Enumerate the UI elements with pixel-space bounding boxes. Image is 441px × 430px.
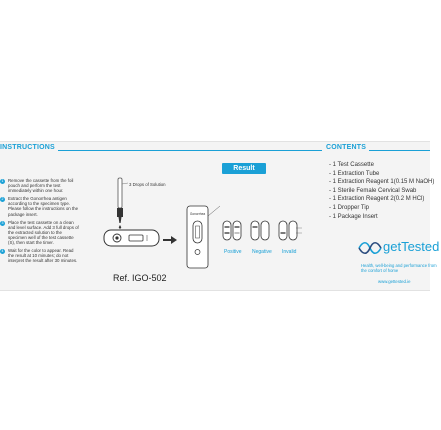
instruction-panel <box>0 141 440 291</box>
invalid-label: Invalid <box>282 249 297 255</box>
instructions-header: INSTRUCTIONS <box>0 144 58 151</box>
brand-name: getTested <box>383 239 440 254</box>
step-text: Extract the Gonorrhea antigen according to the specimen type. Please follow the instructions on the package insert. <box>8 196 79 217</box>
pointer-line <box>208 206 220 216</box>
contents-item: - 1 Test Cassette <box>329 162 374 168</box>
dropper-bottle-icon <box>117 178 123 229</box>
step-text: Wait for the color to appear. Read the result at 10 minutes; do not interpret the result after 30 minutes. <box>8 248 78 264</box>
cassette-brand-label: Gonorrhea <box>189 212 206 216</box>
step-number: 4 <box>1 249 4 254</box>
brand-tagline: Health, well-being and performance from the comfort of home <box>361 263 437 273</box>
step-number: 3 <box>1 220 4 225</box>
pointer-line <box>122 183 128 184</box>
step-number: 2 <box>1 197 4 202</box>
negative-strip-icon <box>251 221 269 240</box>
drops-label: 3 Drops of Solution <box>129 182 166 187</box>
contents-item: - 1 Dropper Tip <box>329 204 370 211</box>
invalid-strip-icon <box>279 221 297 240</box>
result-tag: Result <box>222 163 266 174</box>
timer-cassette-icon <box>187 206 208 268</box>
negative-label: Negative <box>252 249 272 255</box>
contents-item: - 1 Extraction Reagent 1(0.15 M NaOH) <box>329 179 435 186</box>
contents-list <box>329 161 434 221</box>
positive-strip-icon <box>223 221 241 240</box>
step-text: Remove the cassette from the foil pouch and perform the test immediately within one hour. <box>8 178 74 194</box>
arrow-right-icon <box>163 236 177 244</box>
step-text: Place the test cassette on a clean and level surface. Add 3 full drops of the extracted solution to the specimen well of the test cassette (S), then start the timer. <box>8 219 79 246</box>
contents-item: - 1 Package Insert <box>329 213 378 220</box>
contents-header: CONTENTS <box>326 144 369 151</box>
step-number: 1 <box>1 179 4 183</box>
reference-number: Ref. IGO-502 <box>113 273 167 283</box>
contents-item: - 1 Extraction Tube <box>329 170 380 177</box>
contents-item: - 1 Sterile Female Cervical Swab <box>329 187 417 194</box>
test-cassette-icon <box>104 230 159 246</box>
contents-item: - 1 Extraction Reagent 2(0.2 M HCl) <box>329 196 425 203</box>
dna-logo-icon <box>358 240 382 256</box>
positive-label: Positive <box>224 249 242 255</box>
brand-website: www.gettested.ie <box>378 279 411 284</box>
